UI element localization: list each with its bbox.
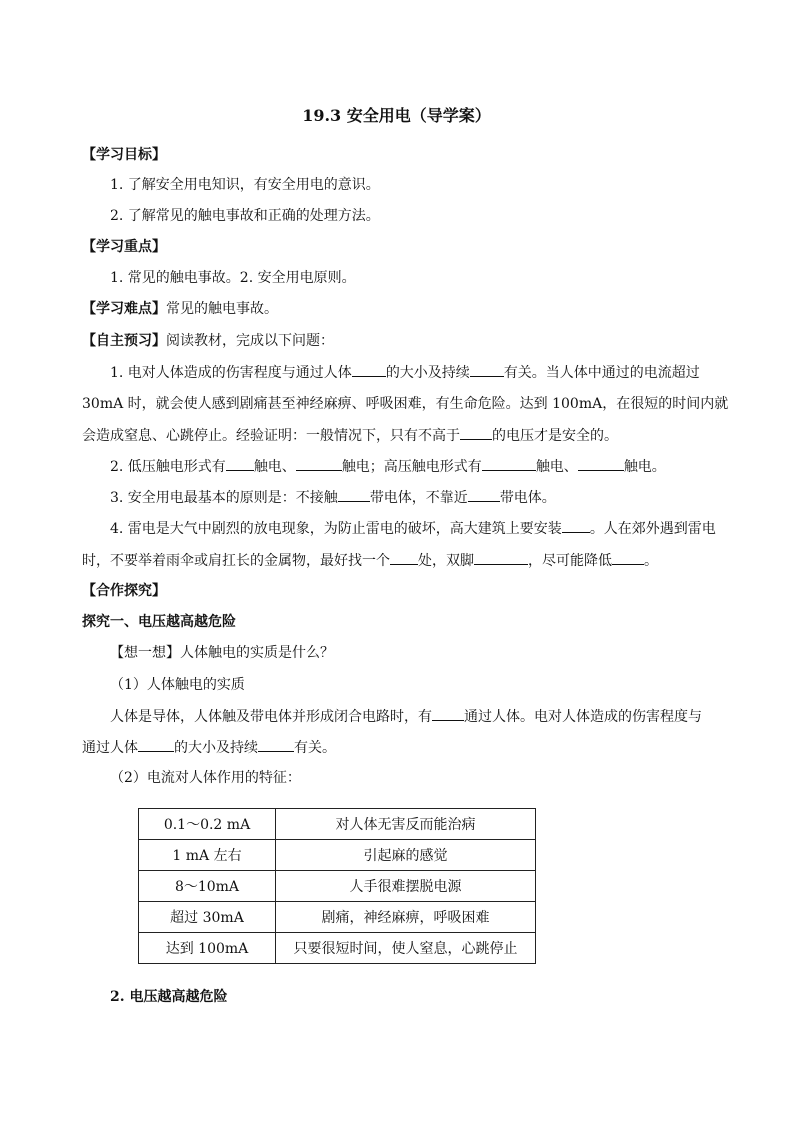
answer-blank[interactable] [460, 424, 492, 440]
table-cell: 人手很难摆脱电源 [276, 871, 536, 902]
table-cell: 引起麻的感觉 [276, 840, 536, 871]
explore-1-heading: 探究一、电压越高越危险 [82, 614, 236, 630]
q2-text-a: 2. 低压触电形式有 [110, 459, 226, 475]
table-cell: 剧痛，神经麻痹，呼吸困难 [276, 902, 536, 933]
q1-text-c: 有关。当人体中通过的电流超过 [503, 365, 700, 381]
q4-text-a: 4. 雷电是大气中剧烈的放电现象，为防止雷电的破坏，高大建筑上要安装 [110, 521, 562, 537]
q3-text-a: 3. 安全用电最基本的原则是：不接触 [110, 490, 338, 506]
answer-blank[interactable] [562, 517, 590, 533]
q2-line [110, 455, 712, 478]
q4-text-c: 时，不要举着雨伞或肩扛长的金属物，最好找一个 [82, 553, 390, 569]
q3-line [110, 486, 712, 509]
current-effects-table [138, 808, 536, 964]
preview-intro: 阅读教材，完成以下问题： [166, 333, 334, 349]
q1-line-1 [110, 361, 712, 384]
q4-text-d: 处，双脚 [418, 553, 474, 569]
p2-text-c: 有关。 [294, 740, 336, 756]
table-cell: 1 mA 左右 [139, 840, 276, 871]
q2-text-e: 触电。 [623, 459, 666, 475]
coop-heading: 【合作探究】 [82, 583, 166, 599]
page-title: 19.3 安全用电（导学案） [302, 106, 491, 125]
table-cell: 0.1～0.2 mA [139, 809, 276, 840]
goal-item-2: 2. 了解常见的触电事故和正确的处理方法。 [110, 208, 380, 224]
q4-text-b: 。人在郊外遇到雷电 [589, 521, 716, 537]
answer-blank[interactable] [258, 736, 294, 752]
table-cell: 对人体无害反而能治病 [276, 809, 536, 840]
table-cell: 只要很短时间，使人窒息，心跳停止 [276, 933, 536, 964]
p1-line [110, 705, 712, 728]
answer-blank[interactable] [470, 361, 504, 377]
answer-blank[interactable] [612, 549, 644, 565]
focus-text: 1. 常见的触电事故。2. 安全用电原则。 [110, 270, 356, 286]
answer-blank[interactable] [468, 486, 500, 502]
table-row [139, 809, 536, 840]
q1-text-e: 会造成窒息、心跳停止。经验证明：一般情况下，只有不高于 [82, 428, 460, 444]
table-cell: 达到 100mA [139, 933, 276, 964]
p1-text-b: 通过人体。电对人体造成的伤害程度与 [464, 709, 702, 725]
q3-text-c: 带电体。 [499, 490, 556, 506]
section-2-heading: 2. 电压越高越危险 [110, 989, 228, 1005]
p2-text-b: 的大小及持续 [174, 740, 258, 756]
answer-blank[interactable] [338, 486, 370, 502]
answer-blank[interactable] [352, 361, 386, 377]
answer-blank[interactable] [296, 455, 342, 471]
q1-text-f: 的电压才是安全的。 [492, 428, 618, 444]
q2-text-b: 触电、 [253, 459, 296, 475]
table-row [139, 871, 536, 902]
difficulty-row [82, 298, 712, 320]
subsection-1: （1）人体触电的实质 [110, 677, 245, 693]
q1-line-3 [82, 424, 712, 447]
think-prompt: 【想一想】人体触电的实质是什么？ [110, 645, 334, 661]
q1-line-2: 30mA 时，就会使人感到剧痛甚至神经麻痹、呼吸困难，有生命危险。达到 100mA，在很短的时间内就 [82, 396, 729, 412]
table-row [139, 933, 536, 964]
p2-text-a: 通过人体 [82, 740, 138, 756]
table-row [139, 840, 536, 871]
q4-text-e: ，尽可能降低 [528, 553, 612, 569]
subsection-2: （2）电流对人体作用的特征： [110, 770, 301, 786]
p2-line [82, 736, 712, 759]
goal-item-1: 1. 了解安全用电知识，有安全用电的意识。 [110, 177, 380, 193]
q2-text-c: 触电；高压触电形式有 [341, 459, 482, 475]
preview-row [82, 330, 712, 352]
answer-blank[interactable] [226, 455, 254, 471]
answer-blank[interactable] [578, 455, 624, 471]
p1-text-a: 人体是导体，人体触及带电体并形成闭合电路时，有 [110, 709, 432, 725]
table-cell: 超过 30mA [139, 902, 276, 933]
q4-line-1 [110, 517, 716, 540]
answer-blank[interactable] [432, 705, 464, 721]
table-row [139, 902, 536, 933]
focus-heading: 【学习重点】 [82, 239, 166, 255]
difficulty-heading: 【学习难点】 [82, 301, 166, 317]
answer-blank[interactable] [138, 736, 174, 752]
q2-text-d: 触电、 [535, 459, 578, 475]
preview-heading: 【自主预习】 [82, 333, 166, 349]
q3-text-b: 带电体，不靠近 [369, 490, 468, 506]
table-cell: 8～10mA [139, 871, 276, 902]
q4-text-f: 。 [644, 553, 658, 569]
q4-line-2 [82, 549, 712, 572]
difficulty-text: 常见的触电事故。 [166, 301, 278, 317]
answer-blank[interactable] [482, 455, 536, 471]
answer-blank[interactable] [390, 549, 418, 565]
q1-text-a: 1. 电对人体造成的伤害程度与通过人体 [110, 365, 352, 381]
q1-text-b: 的大小及持续 [385, 365, 470, 381]
goals-heading: 【学习目标】 [82, 147, 166, 163]
answer-blank[interactable] [474, 549, 528, 565]
